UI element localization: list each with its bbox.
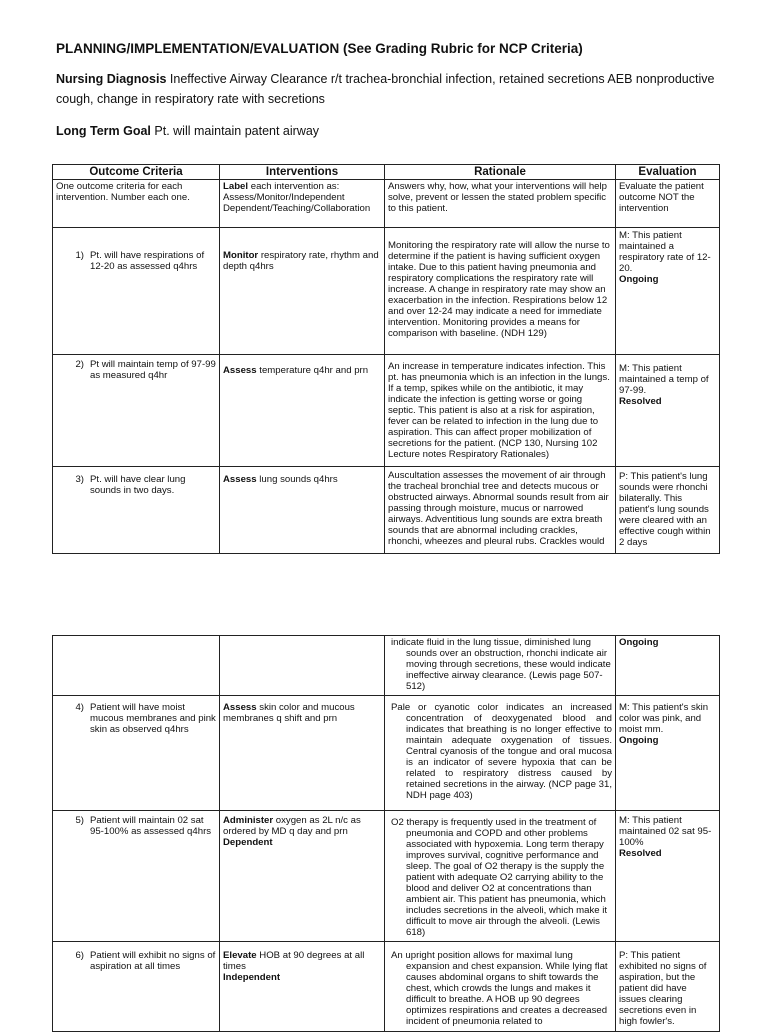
outcome-text: Patient will maintain 02 sat 95-100% as assessed q4hrs xyxy=(90,815,212,837)
header-outcome-criteria: Outcome Criteria xyxy=(53,165,220,180)
outcome-text: Pt. will have respirations of 12-20 as assessed q4hrs xyxy=(90,250,205,272)
evaluation-cell xyxy=(616,355,720,467)
intervention-cell xyxy=(220,355,385,467)
rationale-cell xyxy=(385,942,616,1032)
evaluation-cell xyxy=(616,811,720,942)
rationale-cell: Auscultation assesses the movement of air through the tracheal bronchial tree and detects mucous or obstructed airways. Abnormal sounds result from air passing through moisture, mucus or narrowed airways. Adventitious lung sounds are extra breath sounds that are abnormal including crackles, rhonchi, wheezes and pleural rubs. Crackles would xyxy=(385,467,616,554)
nursing-diagnosis xyxy=(56,69,716,109)
outcome-cell: One outcome criteria for each intervention. Number each one. xyxy=(53,180,220,228)
evaluation-cell: Evaluate the patient outcome NOT the intervention xyxy=(616,180,720,228)
row-number: 3) xyxy=(75,474,84,485)
care-plan-table-continued xyxy=(52,635,720,1032)
table-row xyxy=(53,811,720,942)
intervention-text: oxygen as 2L n/c as ordered by MD q day and prn xyxy=(223,815,361,837)
outcome-cell xyxy=(53,696,220,811)
outcome-cell xyxy=(53,811,220,942)
long-term-goal xyxy=(56,124,319,138)
evaluation-text: M: This patient maintained a temp of 97-99. xyxy=(619,363,709,396)
rationale-cell: Answers why, how, what your interventions will help solve, prevent or lessen the stated problem specific to this patient. xyxy=(385,180,616,228)
rationale-text: indicate fluid in the lung tissue, diminished lung sounds over an obstruction, rhonchi indicate air moving through secretions, these would indicate ineffective airway clearance. (Lewis page 507-512) xyxy=(391,637,611,692)
intervention-cell xyxy=(220,467,385,554)
evaluation-text: M: This patient maintained 02 sat 95-100% xyxy=(619,815,712,848)
outcome-cell xyxy=(53,636,220,696)
evaluation-status: Ongoing xyxy=(619,274,659,285)
intervention-text: HOB at 90 degrees at all times xyxy=(223,950,365,972)
care-plan-table xyxy=(52,164,720,554)
outcome-cell xyxy=(53,228,220,355)
intervention-cell xyxy=(220,636,385,696)
rationale-cell xyxy=(385,636,616,696)
nursing-diagnosis-label: Nursing Diagnosis xyxy=(56,72,167,86)
intervention-label: Assess xyxy=(223,365,257,376)
intervention-text: respiratory rate, rhythm and depth q4hrs xyxy=(223,250,379,272)
long-term-goal-label: Long Term Goal xyxy=(56,124,151,138)
intervention-label: Administer xyxy=(223,815,274,826)
header-rationale: Rationale xyxy=(385,165,616,180)
intervention-cell xyxy=(220,942,385,1032)
evaluation-cell xyxy=(616,696,720,811)
rationale-cell: An increase in temperature indicates infection. This pt. has pneumonia which is an infection in the lungs. If a temp, spikes while on the antibiotic, it may indicate the infection is getting worse or going septic. This patient is also at a risk for aspiration, fever can be related to infection in the lung due to aspiration. This can affect proper mobilization of secretions for the patient. (NCP 130, Nursing 102 Lecture notes Respiratory Rationales) xyxy=(385,355,616,467)
row-number: 6) xyxy=(75,950,84,961)
intervention-label: Label xyxy=(223,181,249,192)
outcome-cell xyxy=(53,942,220,1032)
rationale-text: Pale or cyanotic color indicates an increased concentration of deoxygenated blood and indicates that breathing is no longer effective to maintain adequate oxygenation of tissues. Central cyanosis of the tongue and oral mucosa is an indicator of severe hypoxia that can be related to respiratory distress caused by retained secretions in the airway. (NCP page 31, NDH page 403) xyxy=(391,702,612,801)
intervention-text: lung sounds q4hrs xyxy=(256,474,338,485)
intervention-cell xyxy=(220,811,385,942)
header-evaluation: Evaluation xyxy=(616,165,720,180)
row-number: 2) xyxy=(75,359,84,370)
evaluation-cell xyxy=(616,636,720,696)
evaluation-status: Ongoing xyxy=(619,637,659,648)
table-row xyxy=(53,180,720,228)
evaluation-text: P: This patient's lung sounds were rhonchi bilaterally. This patient's lung sounds were cleared with an effective cough within 2 days xyxy=(619,471,711,548)
outcome-text: Patient will have moist mucous membranes and pink skin as observed q4hrs xyxy=(90,702,216,735)
evaluation-text: M: This patient maintained a respiratory rate of 12-20. xyxy=(619,230,711,274)
intervention-text: each intervention as: Assess/Monitor/Independent Dependent/Teaching/Collaboration xyxy=(223,181,371,214)
rationale-text: O2 therapy is frequently used in the treatment of pneumonia and COPD and other problems associated with hypoxemia. Long term therapy improves survival, cognitive performance and sleep. The goal of O2 therapy is the supply the patient with adequate O2 carrying ability to the blood and deliver O2 at concentrations than ambient air. This patient has pneumonia, which includes secretions in the alveoli, which make it difficult to move air through the alveoli. (Lewis 618) xyxy=(391,817,608,938)
evaluation-text: M: This patient's skin color was pink, and moist mm. xyxy=(619,702,709,735)
rationale-cell: Monitoring the respiratory rate will allow the nurse to determine if the patient is having sufficient oxygen intake. Due to this patient having pneumonia and respiratory complications the respiratory rate will increase. A change in respiratory rate may show an exacerbation in the infection. Respirations below 12 and over 12-24 may indicate a need for immediate intervention. Monitoring provides a means for comparison with baseline. (NDH 129) xyxy=(385,228,616,355)
row-number: 1) xyxy=(75,250,84,261)
evaluation-cell xyxy=(616,228,720,355)
table-row xyxy=(53,696,720,811)
intervention-label: Monitor xyxy=(223,250,259,261)
table-row xyxy=(53,467,720,554)
outcome-cell xyxy=(53,355,220,467)
page-title: PLANNING/IMPLEMENTATION/EVALUATION (See Grading Rubric for NCP Criteria) xyxy=(56,41,583,56)
evaluation-cell xyxy=(616,467,720,554)
table-row xyxy=(53,636,720,696)
intervention-type: Dependent xyxy=(223,837,273,848)
intervention-text: skin color and mucous membranes q shift and prn xyxy=(223,702,355,724)
evaluation-text: P: This patient exhibited no signs of aspiration, but the patient did have issues clearing secretions even in high fowler's. xyxy=(619,950,707,1027)
evaluation-status: Ongoing xyxy=(619,735,659,746)
evaluation-status: Resolved xyxy=(619,848,662,859)
rationale-cell xyxy=(385,811,616,942)
rationale-cell xyxy=(385,696,616,811)
outcome-text: Patient will exhibit no signs of aspiration at all times xyxy=(90,950,216,972)
table-row xyxy=(53,355,720,467)
intervention-text: temperature q4hr and prn xyxy=(256,365,369,376)
rationale-text: An upright position allows for maximal lung expansion and chest expansion. While lying flat causes abdominal organs to shift towards the chest, which crowds the lungs and makes it difficult to breathe. A HOB up 90 degrees optimizes respirations and creates a decreased incident of pneumonia related to xyxy=(391,950,608,1027)
table-header-row xyxy=(53,165,720,180)
row-number: 5) xyxy=(75,815,84,826)
intervention-label: Assess xyxy=(223,474,257,485)
table-row xyxy=(53,942,720,1032)
intervention-cell xyxy=(220,180,385,228)
intervention-label: Assess xyxy=(223,702,257,713)
row-number: 4) xyxy=(75,702,84,713)
evaluation-cell xyxy=(616,942,720,1032)
outcome-text: Pt. will have clear lung sounds in two days. xyxy=(90,474,186,496)
intervention-type: Independent xyxy=(223,972,281,983)
intervention-label: Elevate xyxy=(223,950,257,961)
outcome-text: Pt will maintain temp of 97-99 as measured q4hr xyxy=(90,359,216,381)
table-row xyxy=(53,228,720,355)
intervention-cell xyxy=(220,696,385,811)
outcome-cell xyxy=(53,467,220,554)
intervention-cell xyxy=(220,228,385,355)
evaluation-status: Resolved xyxy=(619,396,662,407)
nursing-diagnosis-text: Ineffective Airway Clearance r/t trachea-bronchial infection, retained secretions AEB nonproductive cough, change in respiratory rate with secretions xyxy=(56,72,715,106)
header-interventions: Interventions xyxy=(220,165,385,180)
long-term-goal-text: Pt. will maintain patent airway xyxy=(150,124,320,138)
